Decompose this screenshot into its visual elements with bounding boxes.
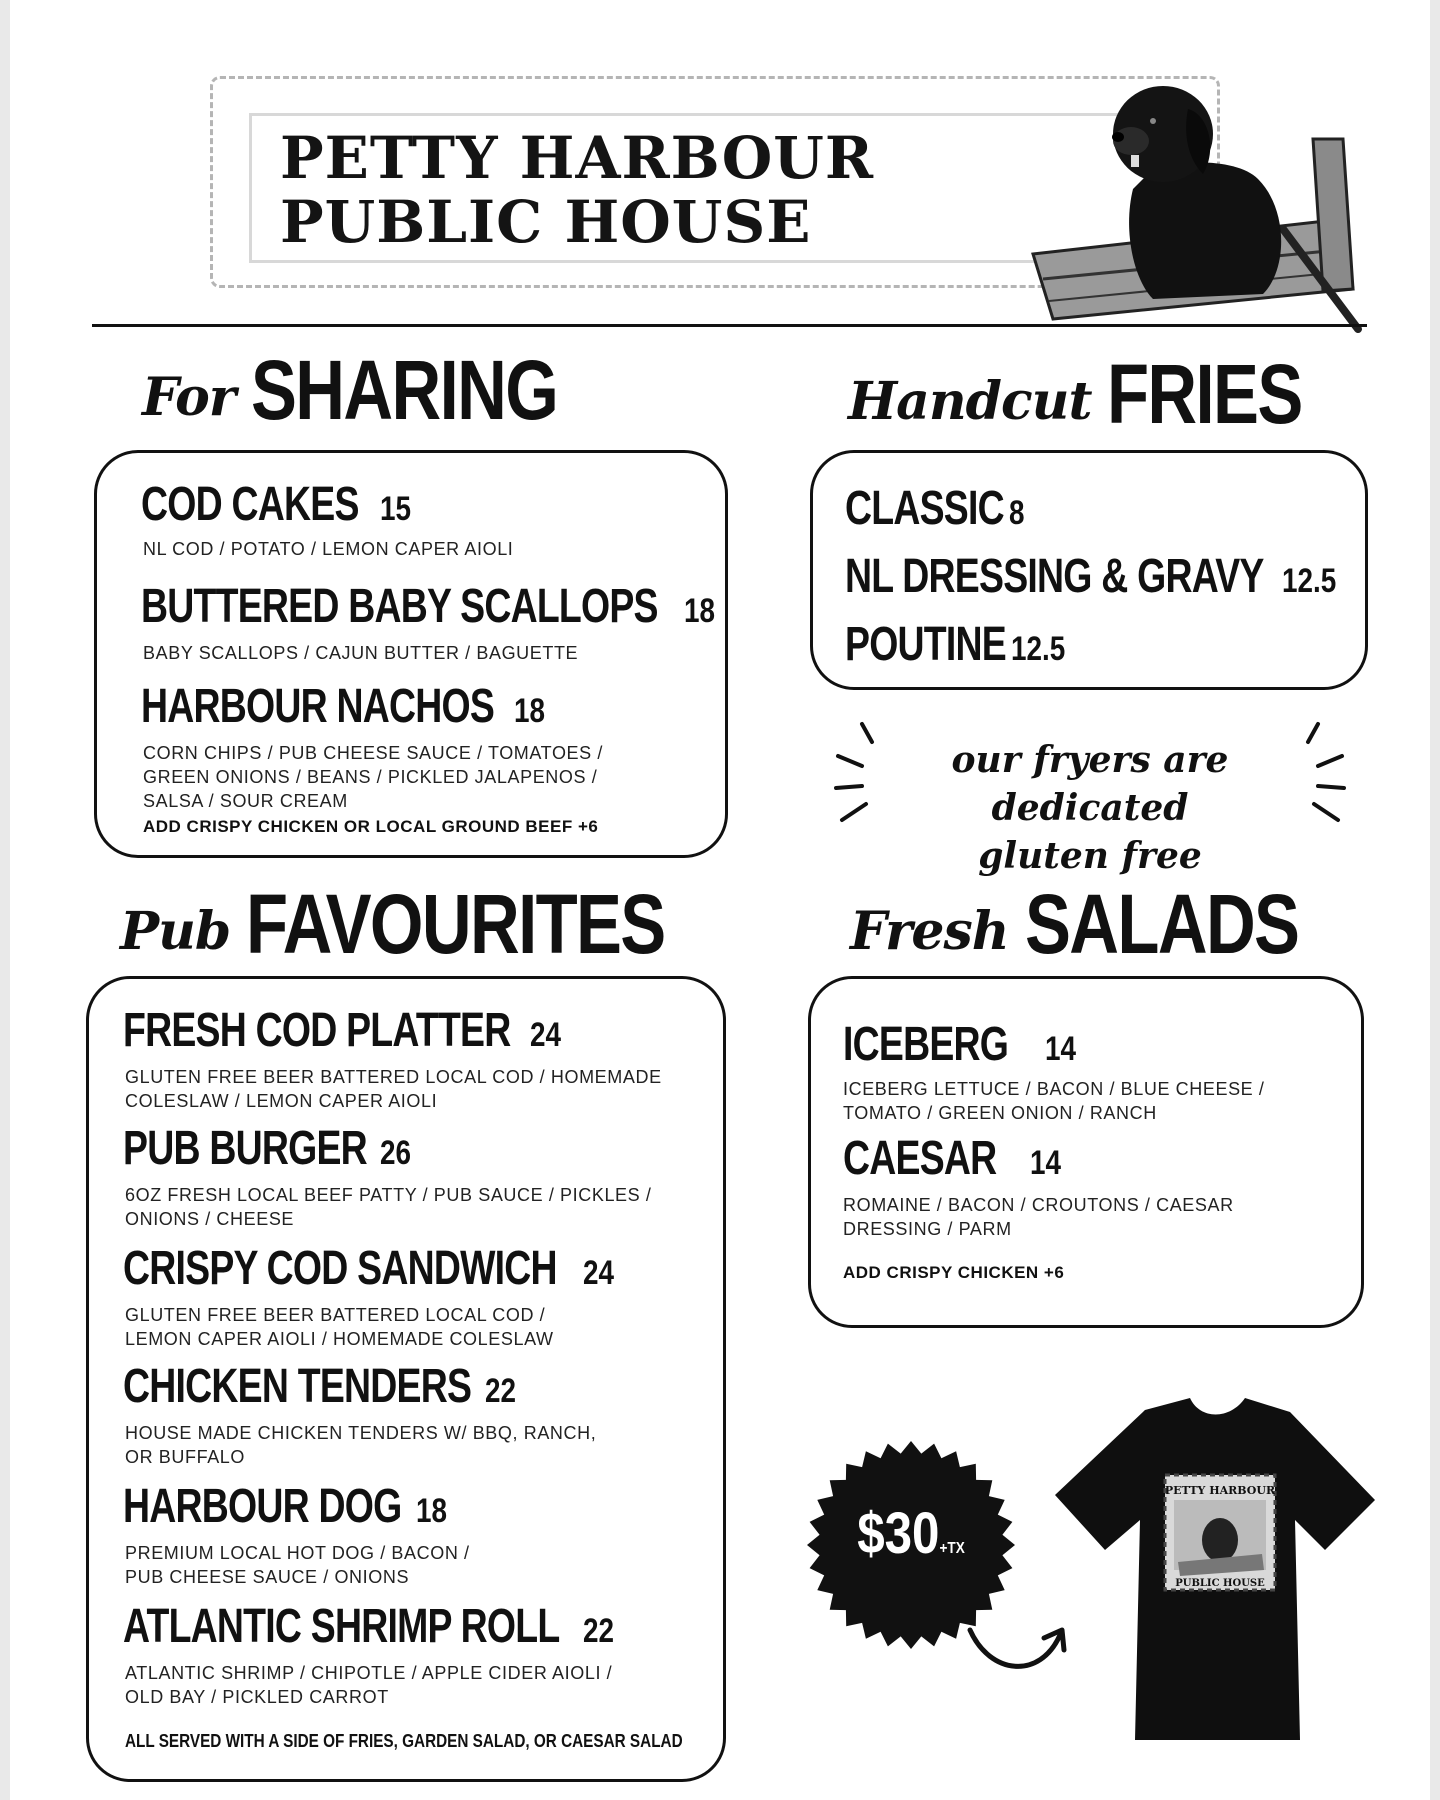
- item-name: ICEBERG: [843, 1018, 1009, 1071]
- item-desc: [125, 1421, 596, 1469]
- salads-heading: [850, 876, 1358, 973]
- salads-box: [808, 976, 1364, 1328]
- menu-item: [843, 1017, 1083, 1072]
- item-name: ATLANTIC SHRIMP ROLL: [123, 1600, 560, 1653]
- menu-item: [141, 679, 552, 734]
- item-name: HARBOUR NACHOS: [141, 680, 495, 733]
- item-price: 15: [380, 490, 412, 528]
- item-name: CLASSIC: [845, 482, 1004, 535]
- item-price: 12.5: [1281, 562, 1336, 600]
- merch-price: [822, 1500, 1001, 1567]
- desc-line: PUB CHEESE SAUCE / ONIONS: [125, 1567, 410, 1587]
- curved-arrow-icon: [960, 1600, 1070, 1690]
- item-name: CAESAR: [843, 1132, 997, 1185]
- desc-line: ONIONS / CHEESE: [125, 1209, 295, 1229]
- item-price: 22: [582, 1612, 614, 1650]
- desc-line: TOMATO / GREEN ONION / RANCH: [843, 1103, 1157, 1123]
- desc-line: GREEN ONIONS / BEANS / PICKLED JALAPENOS /: [143, 767, 598, 787]
- item-price: 14: [1044, 1030, 1076, 1068]
- desc-line: GLUTEN FREE BEER BATTERED LOCAL COD / HOMEMADE: [125, 1067, 662, 1087]
- fries-script: Handcut: [848, 371, 1092, 432]
- item-name: NL DRESSING & GRAVY: [845, 550, 1264, 603]
- favourites-title: FAVOURITES: [246, 877, 665, 971]
- desc-line: SALSA / SOUR CREAM: [143, 791, 348, 811]
- desc-line: ROMAINE / BACON / CROUTONS / CAESAR: [843, 1195, 1234, 1215]
- brand-title: [280, 126, 874, 254]
- sharing-heading: [142, 342, 625, 439]
- gf-line-1: our fryers are dedicated: [951, 739, 1229, 829]
- item-name: HARBOUR DOG: [123, 1480, 402, 1533]
- merch-price-value: $30: [857, 1501, 940, 1566]
- item-name: PUB BURGER: [123, 1122, 367, 1175]
- menu-item: [123, 1003, 568, 1058]
- favourites-box: [86, 976, 726, 1782]
- menu-item: [141, 579, 721, 634]
- favourites-heading: [120, 876, 757, 973]
- item-price: 18: [513, 692, 545, 730]
- desc-line: DRESSING / PARM: [843, 1219, 1012, 1239]
- item-desc: [125, 1541, 470, 1589]
- item-desc: BABY SCALLOPS / CAJUN BUTTER / BAGUETTE: [143, 643, 579, 663]
- menu-page: [10, 0, 1430, 1800]
- desc-line: LEMON CAPER AIOLI / HOMEMADE COLESLAW: [125, 1329, 554, 1349]
- item-desc: [143, 741, 603, 813]
- item-price: 18: [683, 592, 715, 630]
- desc-line: ATLANTIC SHRIMP / CHIPOTLE / APPLE CIDER AIOLI /: [125, 1663, 613, 1683]
- desc-line: HOUSE MADE CHICKEN TENDERS W/ BBQ, RANCH,: [125, 1423, 597, 1443]
- shirt-brand-line-1: PETTY HARBOUR: [1164, 1484, 1276, 1497]
- item-desc: [843, 1077, 1265, 1125]
- item-price: 14: [1029, 1144, 1061, 1182]
- item-price: 12.5: [1011, 630, 1066, 668]
- desc-line: ICEBERG LETTUCE / BACON / BLUE CHEESE /: [843, 1079, 1265, 1099]
- menu-item: [141, 477, 418, 532]
- gluten-free-note: [870, 736, 1310, 880]
- item-price: 26: [379, 1134, 411, 1172]
- shirt-brand-line-2: PUBLIC HOUSE: [1175, 1578, 1265, 1589]
- item-price: 18: [416, 1492, 448, 1530]
- sharing-script: For: [142, 367, 236, 428]
- item-name: POUTINE: [845, 618, 1006, 671]
- menu-item: [845, 617, 1078, 672]
- desc-line: OR BUFFALO: [125, 1447, 246, 1467]
- favourites-footer: ALL SERVED WITH A SIDE OF FRIES, GARDEN SALAD, OR CAESAR SALAD: [125, 1731, 683, 1751]
- t-shirt-icon: [1050, 1390, 1380, 1750]
- item-price: 8: [1008, 494, 1025, 532]
- item-price: 24: [583, 1254, 615, 1292]
- salads-addon: ADD CRISPY CHICKEN +6: [843, 1263, 1065, 1282]
- menu-item: [123, 1599, 620, 1654]
- salads-script: Fresh: [850, 901, 1009, 962]
- item-desc: [843, 1193, 1234, 1241]
- desc-line: CORN CHIPS / PUB CHEESE SAUCE / TOMATOES /: [143, 743, 603, 763]
- desc-line: GLUTEN FREE BEER BATTERED LOCAL COD /: [125, 1305, 546, 1325]
- item-desc: [125, 1065, 662, 1113]
- favourites-script: Pub: [120, 901, 231, 962]
- fries-heading: [848, 346, 1345, 443]
- item-desc: [125, 1183, 651, 1231]
- fries-title: FRIES: [1107, 347, 1303, 441]
- menu-item: [123, 1359, 523, 1414]
- menu-item: [845, 549, 1348, 604]
- item-name: FRESH COD PLATTER: [123, 1004, 511, 1057]
- gf-line-2: gluten free: [978, 835, 1202, 877]
- menu-item: [123, 1241, 621, 1296]
- sharing-box: [94, 450, 728, 858]
- brand-line-2: PUBLIC HOUSE: [280, 188, 812, 256]
- header-stamp: [210, 76, 1220, 288]
- menu-item: [845, 481, 1028, 536]
- desc-line: OLD BAY / PICKLED CARROT: [125, 1687, 389, 1707]
- menu-item: [843, 1131, 1068, 1186]
- desc-line: 6OZ FRESH LOCAL BEEF PATTY / PUB SAUCE / PICKLES /: [125, 1185, 652, 1205]
- fries-box: [810, 450, 1368, 690]
- menu-item: [123, 1479, 454, 1534]
- item-name: BUTTERED BABY SCALLOPS: [141, 580, 658, 633]
- item-desc: NL COD / POTATO / LEMON CAPER AIOLI: [143, 539, 514, 559]
- item-desc: [125, 1303, 554, 1351]
- menu-item: [123, 1121, 418, 1176]
- desc-line: PREMIUM LOCAL HOT DOG / BACON /: [125, 1543, 470, 1563]
- item-name: CRISPY COD SANDWICH: [123, 1242, 557, 1295]
- item-price: 22: [485, 1372, 517, 1410]
- merch-tax: +TX: [939, 1540, 965, 1557]
- salads-title: SALADS: [1024, 877, 1298, 971]
- item-price: 24: [529, 1016, 561, 1054]
- item-name: CHICKEN TENDERS: [123, 1360, 472, 1413]
- sharing-addon: ADD CRISPY CHICKEN OR LOCAL GROUND BEEF +6: [143, 817, 599, 836]
- sharing-title: SHARING: [251, 343, 558, 437]
- newfoundland-dog-in-dory-icon: [1013, 79, 1413, 349]
- brand-line-1: PETTY HARBOUR: [280, 124, 875, 192]
- item-name: COD CAKES: [141, 478, 359, 531]
- item-desc: [125, 1661, 612, 1709]
- header-divider: [92, 324, 1367, 327]
- desc-line: COLESLAW / LEMON CAPER AIOLI: [125, 1091, 438, 1111]
